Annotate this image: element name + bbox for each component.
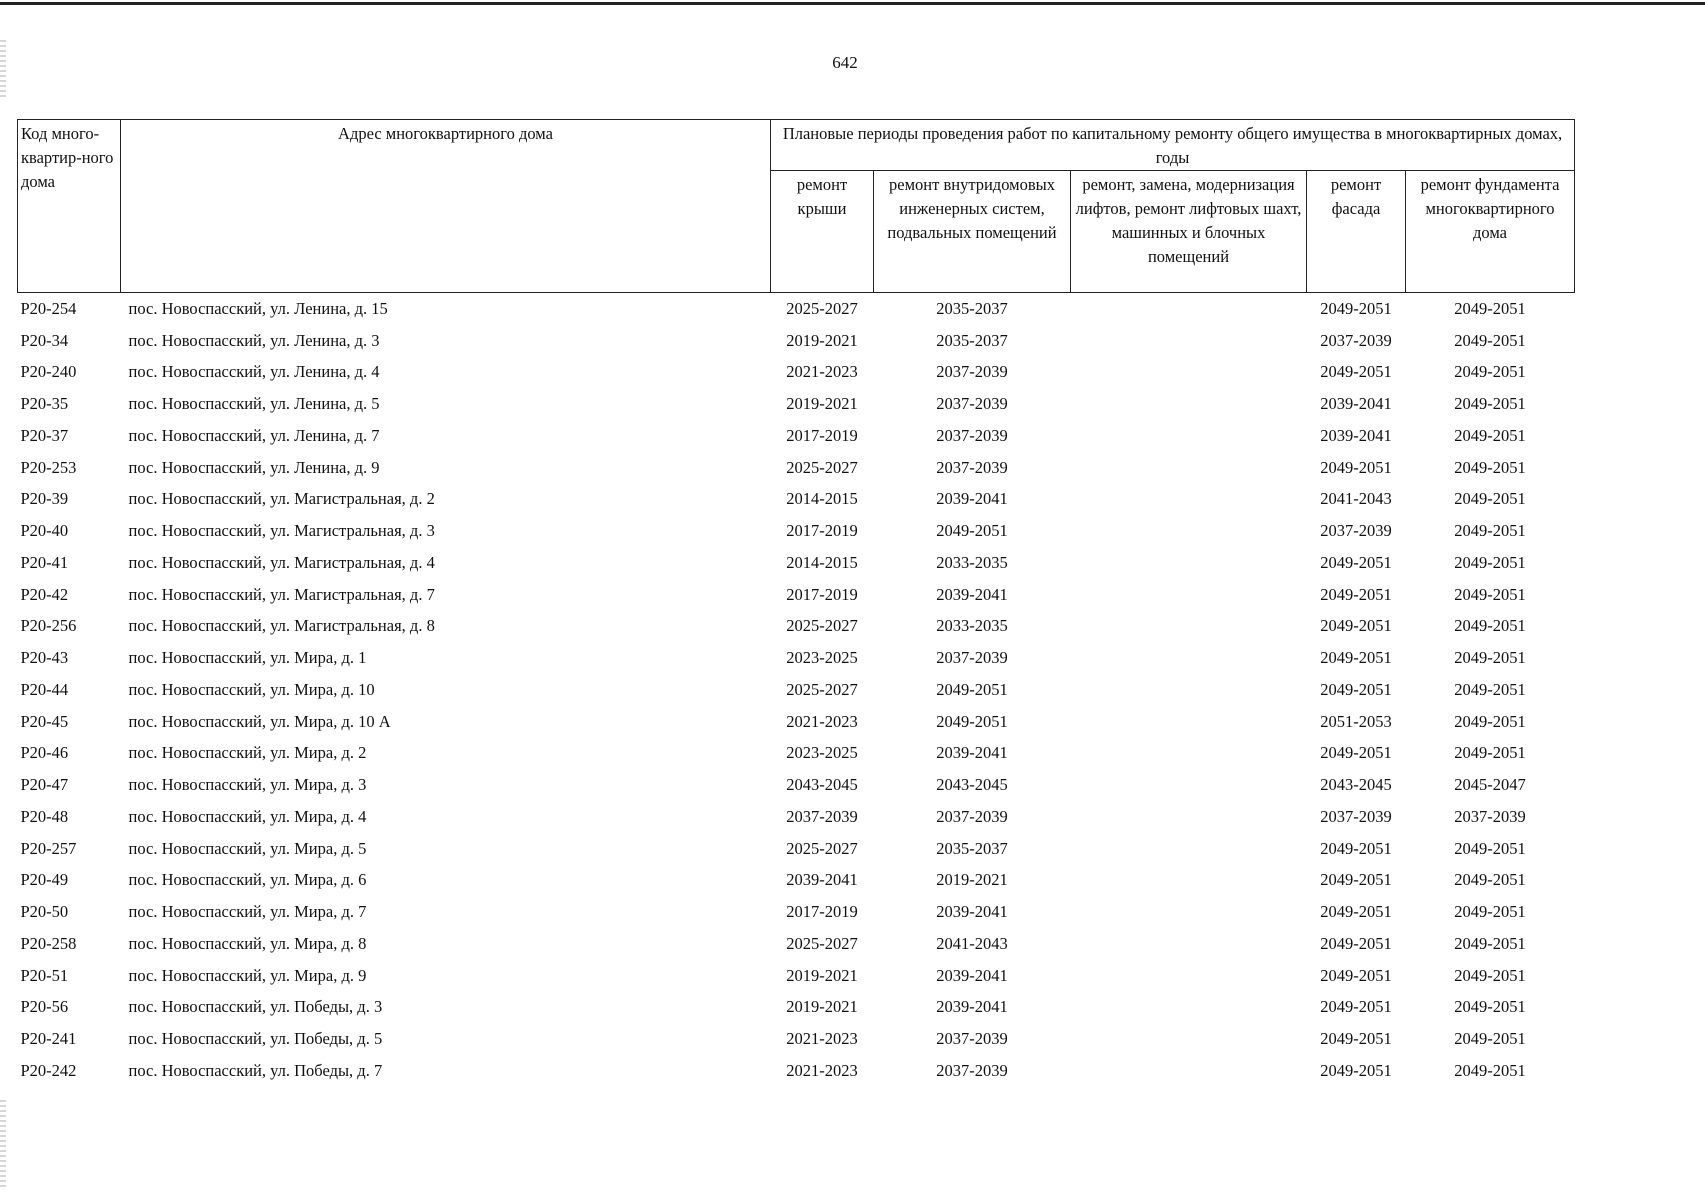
row-roof-period: 2021-2023: [786, 1060, 858, 1080]
row-foundation-period: 2049-2051: [1454, 552, 1526, 572]
row-address: пос. Новоспасский, ул. Мира, д. 1: [128, 648, 367, 668]
row-address: пос. Новоспасский, ул. Мира, д. 4: [128, 806, 367, 826]
row-address: пос. Новоспасский, ул. Мира, д. 6: [128, 870, 367, 890]
row-engineering-period: 2043-2045: [936, 775, 1008, 795]
row-facade-period: 2049-2051: [1320, 584, 1392, 604]
row-engineering-period: 2049-2051: [936, 711, 1008, 731]
row-roof-period: 2025-2027: [786, 457, 858, 477]
row-facade-period: 2037-2039: [1320, 330, 1392, 350]
row-foundation-period: 2049-2051: [1454, 330, 1526, 350]
table-row: [18, 992, 1575, 1024]
row-engineering-period: 2037-2039: [936, 362, 1008, 382]
row-engineering-period: 2035-2037: [936, 838, 1008, 858]
row-code: P20-240: [20, 362, 77, 382]
row-address: пос. Новоспасский, ул. Ленина, д. 15: [128, 298, 388, 318]
row-facade-period: 2049-2051: [1320, 1060, 1392, 1080]
row-engineering-period: 2019-2021: [936, 870, 1008, 890]
row-code: P20-242: [20, 1060, 77, 1080]
row-foundation-period: 2049-2051: [1454, 870, 1526, 890]
row-elevators-period: [1071, 642, 1307, 674]
row-address: пос. Новоспасский, ул. Ленина, д. 7: [128, 425, 380, 445]
table-row: [18, 420, 1575, 452]
row-foundation-period: 2049-2051: [1454, 521, 1526, 541]
row-elevators-period: [1071, 896, 1307, 928]
row-code: P20-39: [20, 489, 69, 509]
row-code: P20-50: [20, 902, 69, 922]
row-foundation-period: 2045-2047: [1454, 775, 1526, 795]
row-roof-period: 2014-2015: [786, 552, 858, 572]
repair-schedule-table: [17, 119, 1575, 1087]
row-foundation-period: 2049-2051: [1454, 489, 1526, 509]
row-code: P20-46: [20, 743, 69, 763]
row-engineering-period: 2037-2039: [936, 1029, 1008, 1049]
table-row: [18, 1055, 1575, 1087]
row-foundation-period: 2049-2051: [1454, 394, 1526, 414]
row-facade-period: 2049-2051: [1320, 552, 1392, 572]
table-row: [18, 452, 1575, 484]
table-row: [18, 515, 1575, 547]
row-engineering-period: 2039-2041: [936, 997, 1008, 1017]
row-elevators-period: [1071, 325, 1307, 357]
row-facade-period: 2041-2043: [1320, 489, 1392, 509]
table-row: [18, 1023, 1575, 1055]
row-address: пос. Новоспасский, ул. Мира, д. 3: [128, 775, 367, 795]
row-elevators-period: [1071, 484, 1307, 516]
row-address: пос. Новоспасский, ул. Мира, д. 9: [128, 965, 367, 985]
row-code: P20-56: [20, 997, 69, 1017]
page-number: 642: [832, 53, 858, 72]
row-code: P20-42: [20, 584, 69, 604]
table-row: [18, 642, 1575, 674]
row-foundation-period: 2049-2051: [1454, 965, 1526, 985]
row-elevators-period: [1071, 738, 1307, 770]
row-code: P20-254: [20, 298, 77, 318]
row-roof-period: 2021-2023: [786, 362, 858, 382]
row-roof-period: 2021-2023: [786, 711, 858, 731]
row-address: пос. Новоспасский, ул. Магистральная, д. 4: [128, 552, 435, 572]
row-code: P20-253: [20, 457, 77, 477]
row-code: P20-47: [20, 775, 69, 795]
row-roof-period: 2017-2019: [786, 584, 858, 604]
table-row: [18, 611, 1575, 643]
repair-schedule-table-wrap: [17, 119, 1575, 1087]
row-foundation-period: 2049-2051: [1454, 902, 1526, 922]
table-row: [18, 325, 1575, 357]
row-address: пос. Новоспасский, ул. Мира, д. 5: [128, 838, 367, 858]
row-foundation-period: 2049-2051: [1454, 1060, 1526, 1080]
row-engineering-period: 2037-2039: [936, 394, 1008, 414]
table-row: [18, 357, 1575, 389]
row-code: P20-258: [20, 933, 77, 953]
row-code: P20-49: [20, 870, 69, 890]
row-code: P20-37: [20, 425, 69, 445]
row-facade-period: 2049-2051: [1320, 298, 1392, 318]
row-code: P20-241: [20, 1029, 77, 1049]
row-elevators-period: [1071, 1055, 1307, 1087]
row-engineering-period: 2033-2035: [936, 616, 1008, 636]
row-roof-period: 2017-2019: [786, 902, 858, 922]
row-foundation-period: 2049-2051: [1454, 679, 1526, 699]
row-engineering-period: 2037-2039: [936, 1060, 1008, 1080]
row-roof-period: 2023-2025: [786, 648, 858, 668]
row-facade-period: 2049-2051: [1320, 965, 1392, 985]
row-roof-period: 2043-2045: [786, 775, 858, 795]
row-address: пос. Новоспасский, ул. Мира, д. 2: [128, 743, 367, 763]
row-elevators-period: [1071, 547, 1307, 579]
table-body: [18, 293, 1575, 1087]
row-code: P20-256: [20, 616, 77, 636]
row-elevators-period: [1071, 579, 1307, 611]
row-roof-period: 2017-2019: [786, 425, 858, 445]
row-roof-period: 2025-2027: [786, 298, 858, 318]
row-facade-period: 2037-2039: [1320, 806, 1392, 826]
row-engineering-period: 2037-2039: [936, 457, 1008, 477]
table-row: [18, 293, 1575, 325]
table-row: [18, 865, 1575, 897]
top-rule: [0, 2, 1705, 5]
row-address: пос. Новоспасский, ул. Ленина, д. 9: [128, 457, 380, 477]
row-foundation-period: 2049-2051: [1454, 1029, 1526, 1049]
row-elevators-period: [1071, 960, 1307, 992]
row-roof-period: 2021-2023: [786, 1029, 858, 1049]
row-code: P20-40: [20, 521, 69, 541]
row-code: P20-34: [20, 330, 69, 350]
row-engineering-period: 2049-2051: [936, 679, 1008, 699]
table-row: [18, 579, 1575, 611]
row-elevators-period: [1071, 706, 1307, 738]
row-elevators-period: [1071, 515, 1307, 547]
row-facade-period: 2039-2041: [1320, 425, 1392, 445]
row-roof-period: 2025-2027: [786, 616, 858, 636]
header-roof: ремонт крыши: [771, 171, 874, 293]
header-code: Код много-квартир-ного дома: [18, 120, 121, 293]
row-code: P20-35: [20, 394, 69, 414]
row-facade-period: 2049-2051: [1320, 997, 1392, 1017]
row-facade-period: 2051-2053: [1320, 711, 1392, 731]
row-address: пос. Новоспасский, ул. Ленина, д. 4: [128, 362, 380, 382]
row-roof-period: 2025-2027: [786, 933, 858, 953]
table-row: [18, 833, 1575, 865]
row-elevators-period: [1071, 293, 1307, 325]
header-elevators: ремонт, замена, модернизация лифтов, ремонт лифтовых шахт, машинных и блочных помещений: [1071, 171, 1307, 293]
row-facade-period: 2049-2051: [1320, 648, 1392, 668]
row-foundation-period: 2049-2051: [1454, 425, 1526, 445]
row-address: пос. Новоспасский, ул. Победы, д. 3: [128, 997, 383, 1017]
row-facade-period: 2049-2051: [1320, 679, 1392, 699]
row-facade-period: 2043-2045: [1320, 775, 1392, 795]
row-facade-period: 2049-2051: [1320, 838, 1392, 858]
row-foundation-period: 2049-2051: [1454, 743, 1526, 763]
table-row: [18, 801, 1575, 833]
row-roof-period: 2037-2039: [786, 806, 858, 826]
row-foundation-period: 2049-2051: [1454, 933, 1526, 953]
row-foundation-period: 2049-2051: [1454, 997, 1526, 1017]
row-elevators-period: [1071, 357, 1307, 389]
row-facade-period: 2049-2051: [1320, 933, 1392, 953]
row-elevators-period: [1071, 674, 1307, 706]
row-roof-period: 2019-2021: [786, 394, 858, 414]
row-elevators-period: [1071, 801, 1307, 833]
row-address: пос. Новоспасский, ул. Победы, д. 7: [128, 1060, 383, 1080]
row-elevators-period: [1071, 928, 1307, 960]
table-header: [18, 120, 1575, 293]
scan-edge-mark: [0, 1100, 6, 1190]
row-address: пос. Новоспасский, ул. Магистральная, д. 7: [128, 584, 435, 604]
row-facade-period: 2037-2039: [1320, 521, 1392, 541]
row-engineering-period: 2037-2039: [936, 425, 1008, 445]
row-elevators-period: [1071, 420, 1307, 452]
row-address: пос. Новоспасский, ул. Мира, д. 10: [128, 679, 375, 699]
row-facade-period: 2039-2041: [1320, 394, 1392, 414]
row-engineering-period: 2035-2037: [936, 298, 1008, 318]
row-facade-period: 2049-2051: [1320, 743, 1392, 763]
header-foundation: ремонт фундамента многоквартирного дома: [1406, 171, 1575, 293]
row-foundation-period: 2049-2051: [1454, 457, 1526, 477]
table-row: [18, 928, 1575, 960]
row-address: пос. Новоспасский, ул. Магистральная, д. 3: [128, 521, 435, 541]
row-roof-period: 2017-2019: [786, 521, 858, 541]
row-address: пос. Новоспасский, ул. Мира, д. 7: [128, 902, 367, 922]
row-roof-period: 2025-2027: [786, 838, 858, 858]
row-foundation-period: 2049-2051: [1454, 648, 1526, 668]
row-engineering-period: 2037-2039: [936, 648, 1008, 668]
row-code: P20-51: [20, 965, 69, 985]
row-address: пос. Новоспасский, ул. Мира, д. 8: [128, 933, 367, 953]
row-roof-period: 2025-2027: [786, 679, 858, 699]
row-elevators-period: [1071, 611, 1307, 643]
row-engineering-period: 2033-2035: [936, 552, 1008, 572]
row-facade-period: 2049-2051: [1320, 362, 1392, 382]
row-elevators-period: [1071, 769, 1307, 801]
row-foundation-period: 2037-2039: [1454, 806, 1526, 826]
row-elevators-period: [1071, 992, 1307, 1024]
row-engineering-period: 2037-2039: [936, 806, 1008, 826]
row-elevators-period: [1071, 452, 1307, 484]
row-code: P20-48: [20, 806, 69, 826]
row-roof-period: 2019-2021: [786, 330, 858, 350]
table-row: [18, 484, 1575, 516]
row-facade-period: 2049-2051: [1320, 457, 1392, 477]
row-foundation-period: 2049-2051: [1454, 838, 1526, 858]
row-elevators-period: [1071, 865, 1307, 897]
row-engineering-period: 2035-2037: [936, 330, 1008, 350]
row-roof-period: 2039-2041: [786, 870, 858, 890]
row-elevators-period: [1071, 388, 1307, 420]
row-roof-period: 2019-2021: [786, 965, 858, 985]
row-engineering-period: 2041-2043: [936, 933, 1008, 953]
row-foundation-period: 2049-2051: [1454, 616, 1526, 636]
row-address: пос. Новоспасский, ул. Ленина, д. 5: [128, 394, 380, 414]
row-elevators-period: [1071, 833, 1307, 865]
row-facade-period: 2049-2051: [1320, 1029, 1392, 1049]
row-roof-period: 2023-2025: [786, 743, 858, 763]
header-address: Адрес многоквартирного дома: [121, 120, 771, 293]
row-engineering-period: 2039-2041: [936, 743, 1008, 763]
row-facade-period: 2049-2051: [1320, 870, 1392, 890]
row-address: пос. Новоспасский, ул. Ленина, д. 3: [128, 330, 380, 350]
row-engineering-period: 2039-2041: [936, 902, 1008, 922]
row-code: P20-45: [20, 711, 69, 731]
row-roof-period: 2014-2015: [786, 489, 858, 509]
row-address: пос. Новоспасский, ул. Мира, д. 10 А: [128, 711, 391, 731]
row-engineering-period: 2039-2041: [936, 965, 1008, 985]
table-row: [18, 769, 1575, 801]
row-engineering-period: 2039-2041: [936, 489, 1008, 509]
row-code: P20-257: [20, 838, 77, 858]
header-periods-group: Плановые периоды проведения работ по капитальному ремонту общего имущества в многоквартирных домах, годы: [771, 120, 1575, 171]
row-roof-period: 2019-2021: [786, 997, 858, 1017]
row-code: P20-44: [20, 679, 69, 699]
row-code: P20-43: [20, 648, 69, 668]
header-facade: ремонт фасада: [1307, 171, 1406, 293]
row-engineering-period: 2039-2041: [936, 584, 1008, 604]
row-code: P20-41: [20, 552, 69, 572]
row-foundation-period: 2049-2051: [1454, 584, 1526, 604]
row-address: пос. Новоспасский, ул. Победы, д. 5: [128, 1029, 383, 1049]
row-facade-period: 2049-2051: [1320, 616, 1392, 636]
table-row: [18, 960, 1575, 992]
row-foundation-period: 2049-2051: [1454, 362, 1526, 382]
row-address: пос. Новоспасский, ул. Магистральная, д. 8: [128, 616, 435, 636]
row-facade-period: 2049-2051: [1320, 902, 1392, 922]
table-row: [18, 738, 1575, 770]
header-engineering: ремонт внутридомовых инженерных систем, подвальных помещений: [874, 171, 1071, 293]
table-row: [18, 896, 1575, 928]
row-address: пос. Новоспасский, ул. Магистральная, д. 2: [128, 489, 435, 509]
row-engineering-period: 2049-2051: [936, 521, 1008, 541]
table-row: [18, 706, 1575, 738]
row-foundation-period: 2049-2051: [1454, 711, 1526, 731]
table-row: [18, 674, 1575, 706]
table-row: [18, 547, 1575, 579]
table-row: [18, 388, 1575, 420]
row-elevators-period: [1071, 1023, 1307, 1055]
row-foundation-period: 2049-2051: [1454, 298, 1526, 318]
